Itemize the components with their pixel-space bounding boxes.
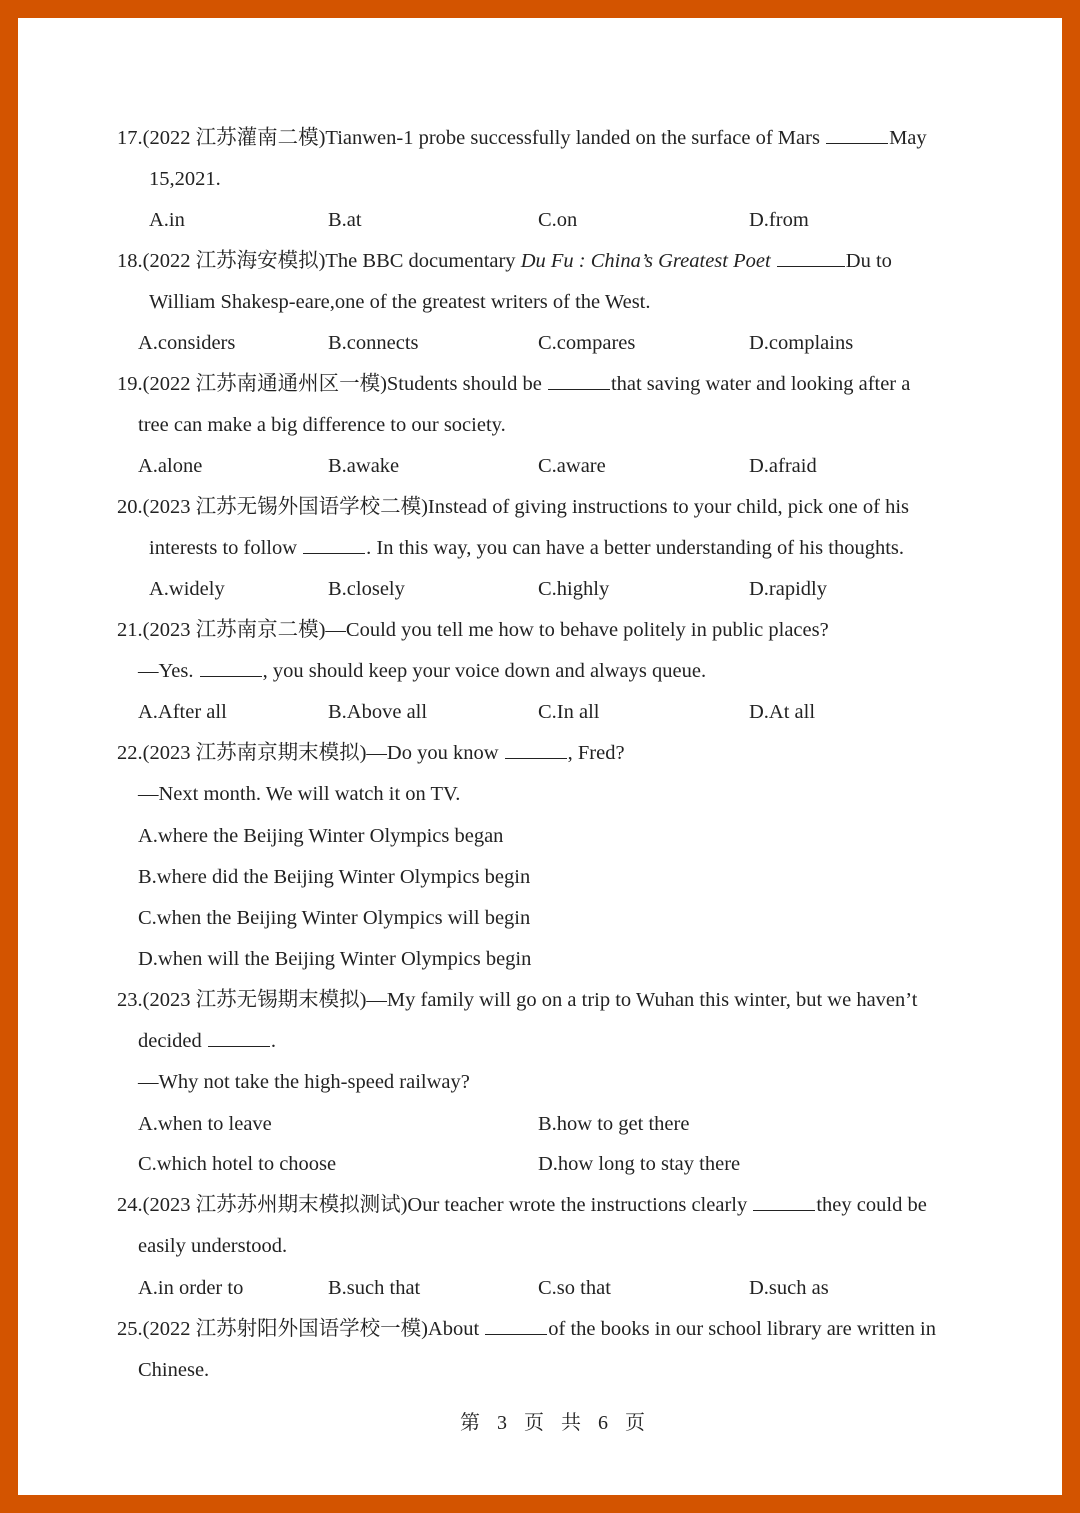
question-20-line-2: interests to follow . In this way, you can have a better understanding of his thoughts.: [149, 537, 904, 559]
option-d: D.from: [749, 209, 809, 231]
option-b: B.where did the Beijing Winter Olympics begin: [138, 866, 531, 888]
answer-blank: [753, 1193, 815, 1211]
page-footer: 第 3 页 共 6 页: [460, 1412, 651, 1434]
question-20-line-1: 20.(2023 江苏无锡外国语学校二模)Instead of giving instructions to your child, pick one of his: [117, 496, 910, 518]
option-b: B.Above all: [328, 701, 428, 723]
answer-blank: [303, 536, 365, 554]
document-page: [18, 18, 1062, 1495]
option-c: C.highly: [538, 578, 610, 600]
option-c: C.In all: [538, 701, 600, 723]
option-b: B.at: [328, 209, 362, 231]
answer-blank: [777, 249, 845, 267]
option-a: A.widely: [149, 578, 225, 600]
answer-blank: [485, 1317, 547, 1335]
question-25-line-2: Chinese.: [138, 1359, 210, 1381]
question-23-line-2: decided .: [138, 1030, 276, 1052]
option-c: C.which hotel to choose: [138, 1153, 337, 1175]
option-c: C.when the Beijing Winter Olympics will begin: [138, 907, 531, 929]
answer-blank: [548, 372, 610, 390]
option-c: C.aware: [538, 455, 606, 477]
option-a: A.After all: [138, 701, 227, 723]
question-24-line-1: 24.(2023 江苏苏州期末模拟测试)Our teacher wrote the instructions clearly they could be: [117, 1194, 927, 1216]
option-d: D.rapidly: [749, 578, 827, 600]
option-a: A.when to leave: [138, 1113, 272, 1135]
option-d: D.At all: [749, 701, 816, 723]
question-18-line-2: William Shakesp-eare,one of the greatest writers of the West.: [149, 291, 651, 313]
answer-blank: [208, 1029, 270, 1047]
question-22-line-2: —Next month. We will watch it on TV.: [138, 783, 461, 805]
option-a: A.where the Beijing Winter Olympics began: [138, 825, 504, 847]
option-a: A.in: [149, 209, 185, 231]
question-21-line-2: —Yes. , you should keep your voice down and always queue.: [138, 660, 707, 682]
option-c: C.compares: [538, 332, 636, 354]
option-c: C.on: [538, 209, 578, 231]
question-23-line-1: 23.(2023 江苏无锡期末模拟)—My family will go on a trip to Wuhan this winter, but we haven’t: [117, 989, 918, 1011]
option-a: A.alone: [138, 455, 203, 477]
answer-blank: [505, 741, 567, 759]
option-b: B.such that: [328, 1277, 421, 1299]
question-22-line-1: 22.(2023 江苏南京期末模拟)—Do you know , Fred?: [117, 742, 625, 764]
option-d: D.afraid: [749, 455, 817, 477]
option-d: D.how long to stay there: [538, 1153, 741, 1175]
question-19-line-1: 19.(2022 江苏南通通州区一模)Students should be that saving water and looking after a: [117, 373, 911, 395]
question-17-line-1: 17.(2022 江苏灌南二模)Tianwen-1 probe successfully landed on the surface of Mars May: [117, 127, 927, 149]
option-d: D.when will the Beijing Winter Olympics begin: [138, 948, 532, 970]
question-19-line-2: tree can make a big difference to our society.: [138, 414, 506, 436]
option-d: D.complains: [749, 332, 854, 354]
option-a: A.in order to: [138, 1277, 244, 1299]
question-17-line-2: 15,2021.: [149, 168, 221, 190]
answer-blank: [826, 126, 888, 144]
option-b: B.connects: [328, 332, 419, 354]
option-b: B.how to get there: [538, 1113, 690, 1135]
option-a: A.considers: [138, 332, 236, 354]
question-24-line-2: easily understood.: [138, 1235, 288, 1257]
question-18-line-1: 18.(2022 江苏海安模拟)The BBC documentary Du Fu : China’s Greatest Poet Du to: [117, 250, 892, 272]
question-25-line-1: 25.(2022 江苏射阳外国语学校一模)About of the books in our school library are written in: [117, 1318, 936, 1340]
option-b: B.closely: [328, 578, 405, 600]
question-21-line-1: 21.(2023 江苏南京二模)—Could you tell me how to behave politely in public places?: [117, 619, 829, 641]
option-c: C.so that: [538, 1277, 611, 1299]
option-b: B.awake: [328, 455, 400, 477]
question-23-line-3: —Why not take the high-speed railway?: [138, 1071, 470, 1093]
option-d: D.such as: [749, 1277, 829, 1299]
answer-blank: [200, 659, 262, 677]
